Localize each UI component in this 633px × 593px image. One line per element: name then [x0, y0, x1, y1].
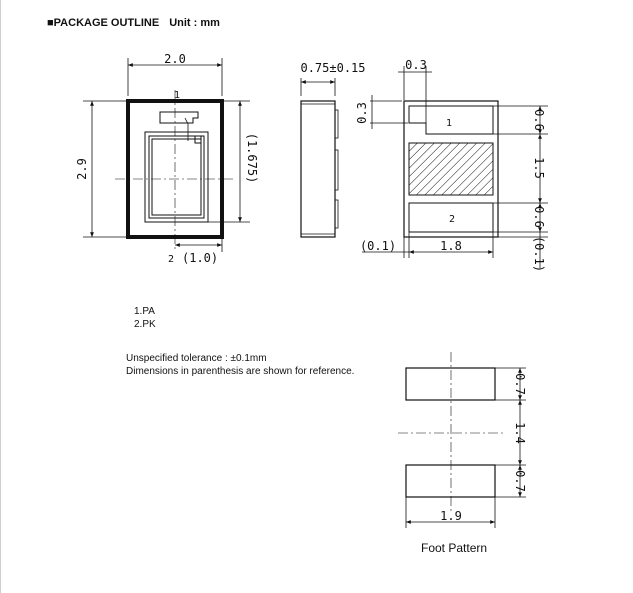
lens-height-dim: (1.675) [245, 132, 259, 184]
pad-gap-dim: 0.3 [405, 58, 427, 72]
foot-pattern [398, 352, 526, 528]
top-pin1-label: 1 [173, 90, 181, 101]
top-view [83, 58, 250, 252]
reference-note: Dimensions in parenthesis are shown for reference. [126, 366, 355, 377]
side-view [301, 78, 338, 237]
bottom-pad2-label: 2 [448, 214, 456, 225]
foot-gap-dim: 1.4 [513, 422, 527, 444]
tolerance-note: Unspecified tolerance : ±0.1mm [126, 353, 267, 364]
header-bullet: ■ [47, 17, 54, 29]
bottom-view [359, 66, 548, 268]
pad1-height-dim: 0.6 [532, 109, 546, 131]
pin-legend-item: 2.PK [134, 319, 156, 330]
pad-offset-dim: 0.3 [355, 102, 369, 124]
top-width-dim: 2.0 [164, 52, 186, 66]
bottom-pad1-label: 1 [445, 118, 453, 129]
pad-width-dim: 1.8 [440, 239, 462, 253]
pin-legend [134, 305, 156, 331]
thickness-dim: 0.75±0.15 [300, 61, 366, 75]
foot-pad2-height-dim: 0.7 [513, 470, 527, 492]
edge-bottom-dim: (0.1) [532, 235, 546, 273]
foot-pattern-caption: Foot Pattern [421, 541, 488, 555]
foot-width-dim: 1.9 [440, 509, 462, 523]
top-pin2-label: 2 [167, 254, 175, 265]
notes [126, 352, 354, 378]
foot-pad1-height-dim: 0.7 [513, 373, 527, 395]
header-unit: Unit : mm [169, 17, 220, 29]
top-height-dim: 2.9 [75, 158, 89, 180]
pin-legend-item: 1.PA [134, 306, 155, 317]
center-height-dim: 1.5 [532, 157, 546, 179]
header-title: PACKAGE OUTLINE [53, 17, 160, 29]
lens-offset-dim: (1.0) [182, 251, 219, 265]
pad2-height-dim: 0.6 [532, 206, 546, 228]
edge-left-dim: (0.1) [359, 239, 397, 253]
